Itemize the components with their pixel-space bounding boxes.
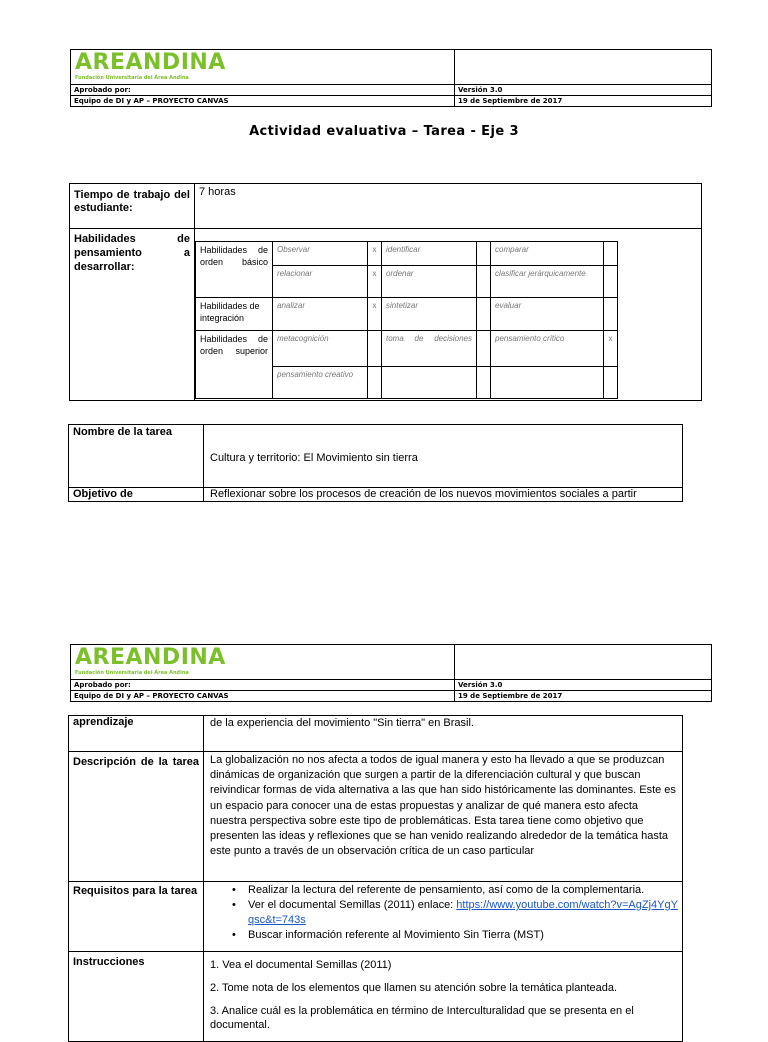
skill-item: toma de decisiones [382,331,477,367]
skill-item: analizar [273,298,368,331]
version-label: Versión 3.0 [455,85,712,96]
skills-table [69,183,702,401]
skill-item: sintetizar [382,298,477,331]
instruction-step: 1. Vea el documental Semillas (2011) [210,959,392,971]
skill-mark: x [368,266,382,298]
objective-label: Objetivo de [73,488,133,500]
logo-subtitle: Fundación Universitaria del Área Andina [75,670,189,676]
task-table-part1 [68,424,683,502]
skill-mark [477,298,491,331]
skill-mark: x [368,242,382,266]
list-item: • Buscar información referente al Movimiento Sin Tierra (MST) [208,928,678,943]
logo [71,645,455,680]
skill-mark [604,298,618,331]
skills-matrix [195,241,618,399]
skill-item: metacognición [273,331,368,367]
skill-mark [477,367,491,399]
date-label: 19 de Septiembre de 2017 [455,96,712,107]
version-label: Versión 3.0 [455,680,712,691]
date-label: 19 de Septiembre de 2017 [455,691,712,702]
study-time-label: Tiempo de trabajo del estudiante: [74,189,190,214]
logo-subtitle: Fundación Universitaria del Área Andina [75,75,189,81]
skill-item: Observar [273,242,368,266]
skill-group-integration: Habilidades de integración [196,298,273,331]
skill-mark [604,367,618,399]
skill-item: comparar [491,242,604,266]
logo [71,50,455,85]
skill-mark: x [604,331,618,367]
skill-item: pensamiento crítico [491,331,604,367]
document-header-2 [70,644,712,702]
skill-mark [368,367,382,399]
skill-group-superior: Habilidades de orden superior [196,331,273,399]
description-label: Descripción de la tarea [73,756,199,768]
approved-by-label: Aprobado por: [71,680,455,691]
list-item [208,898,678,928]
skill-mark [604,266,618,298]
page-title: Actividad evaluativa – Tarea - Eje 3 [249,124,519,139]
skill-item: pensamiento creativo [273,367,368,399]
skill-mark [477,242,491,266]
team-label: Equipo de DI y AP – PROYECTO CANVAS [71,691,455,702]
skill-item: evaluar [491,298,604,331]
requirement-text: Ver el documental Semillas (2011) enlace: [248,899,457,911]
document-header [70,49,712,107]
instructions-list [210,958,676,1032]
list-item: • Realizar la lectura del referente de pensamiento, así como de la complementaria. [208,883,678,898]
skill-mark [604,242,618,266]
skills-label: Habilidades de pensamiento a desarrollar: [74,233,190,273]
skill-mark [368,331,382,367]
requirements-label: Requisitos para la tarea [73,885,198,897]
documentary-link[interactable]: https://www.youtube.com/watch?v=AgZj4YgYqsc&t=743s [248,899,678,926]
instructions-label: Instrucciones [73,956,145,968]
requirements-list [208,883,678,943]
instruction-step: 3. Analice cuál es la problemática en término de Interculturalidad que se presenta en el documental. [210,1005,634,1031]
description-value: La globalización no nos afecta a todos de igual manera y esto ha llevado a que se produzcan dinámicas de organización que surgen a partir de la diferenciación cultural y que buscan reivindicar formas de vida alternativa a las que han sido históricamente las dominantes. Este es un espacio para conocer una de estas propuestas y analizar de qué manera esto afecta nuestra perspectiva sobre este tipo de problemáticas. Esta tarea tiene como objetivo que presenten las ideas y reflexiones que se han venido realizando alrededor de la temática hasta este punto a través de un observación crítica de un caso particular [210,754,676,858]
logo-wordmark: AREANDINA [75,50,226,75]
skill-mark [477,266,491,298]
skill-item: ordenar [382,266,477,298]
skill-item: clasificar jerárquicamente [491,266,604,298]
instruction-step: 2. Tome nota de los elementos que llamen su atención sobre la temática planteada. [210,982,618,994]
task-name-label: Nombre de la tarea [73,426,173,438]
skill-mark: x [368,298,382,331]
task-table-part2 [68,715,683,1042]
team-label: Equipo de DI y AP – PROYECTO CANVAS [71,96,455,107]
objective-value-cont: de la experiencia del movimiento "Sin tierra" en Brasil. [210,717,474,729]
objective-label-cont: aprendizaje [73,716,134,728]
skill-mark [477,331,491,367]
task-name-value: Cultura y territorio: El Movimiento sin tierra [210,452,418,464]
skill-item [382,367,477,399]
skill-item: identificar [382,242,477,266]
skill-item [491,367,604,399]
study-time-value: 7 horas [199,186,236,198]
skill-group-basic: Habilidades de orden básico [196,242,273,298]
objective-value: Reflexionar sobre los procesos de creación de los nuevos movimientos sociales a partir [210,488,637,500]
logo-wordmark: AREANDINA [75,645,226,670]
skill-item: relacionar [273,266,368,298]
approved-by-label: Aprobado por: [71,85,455,96]
